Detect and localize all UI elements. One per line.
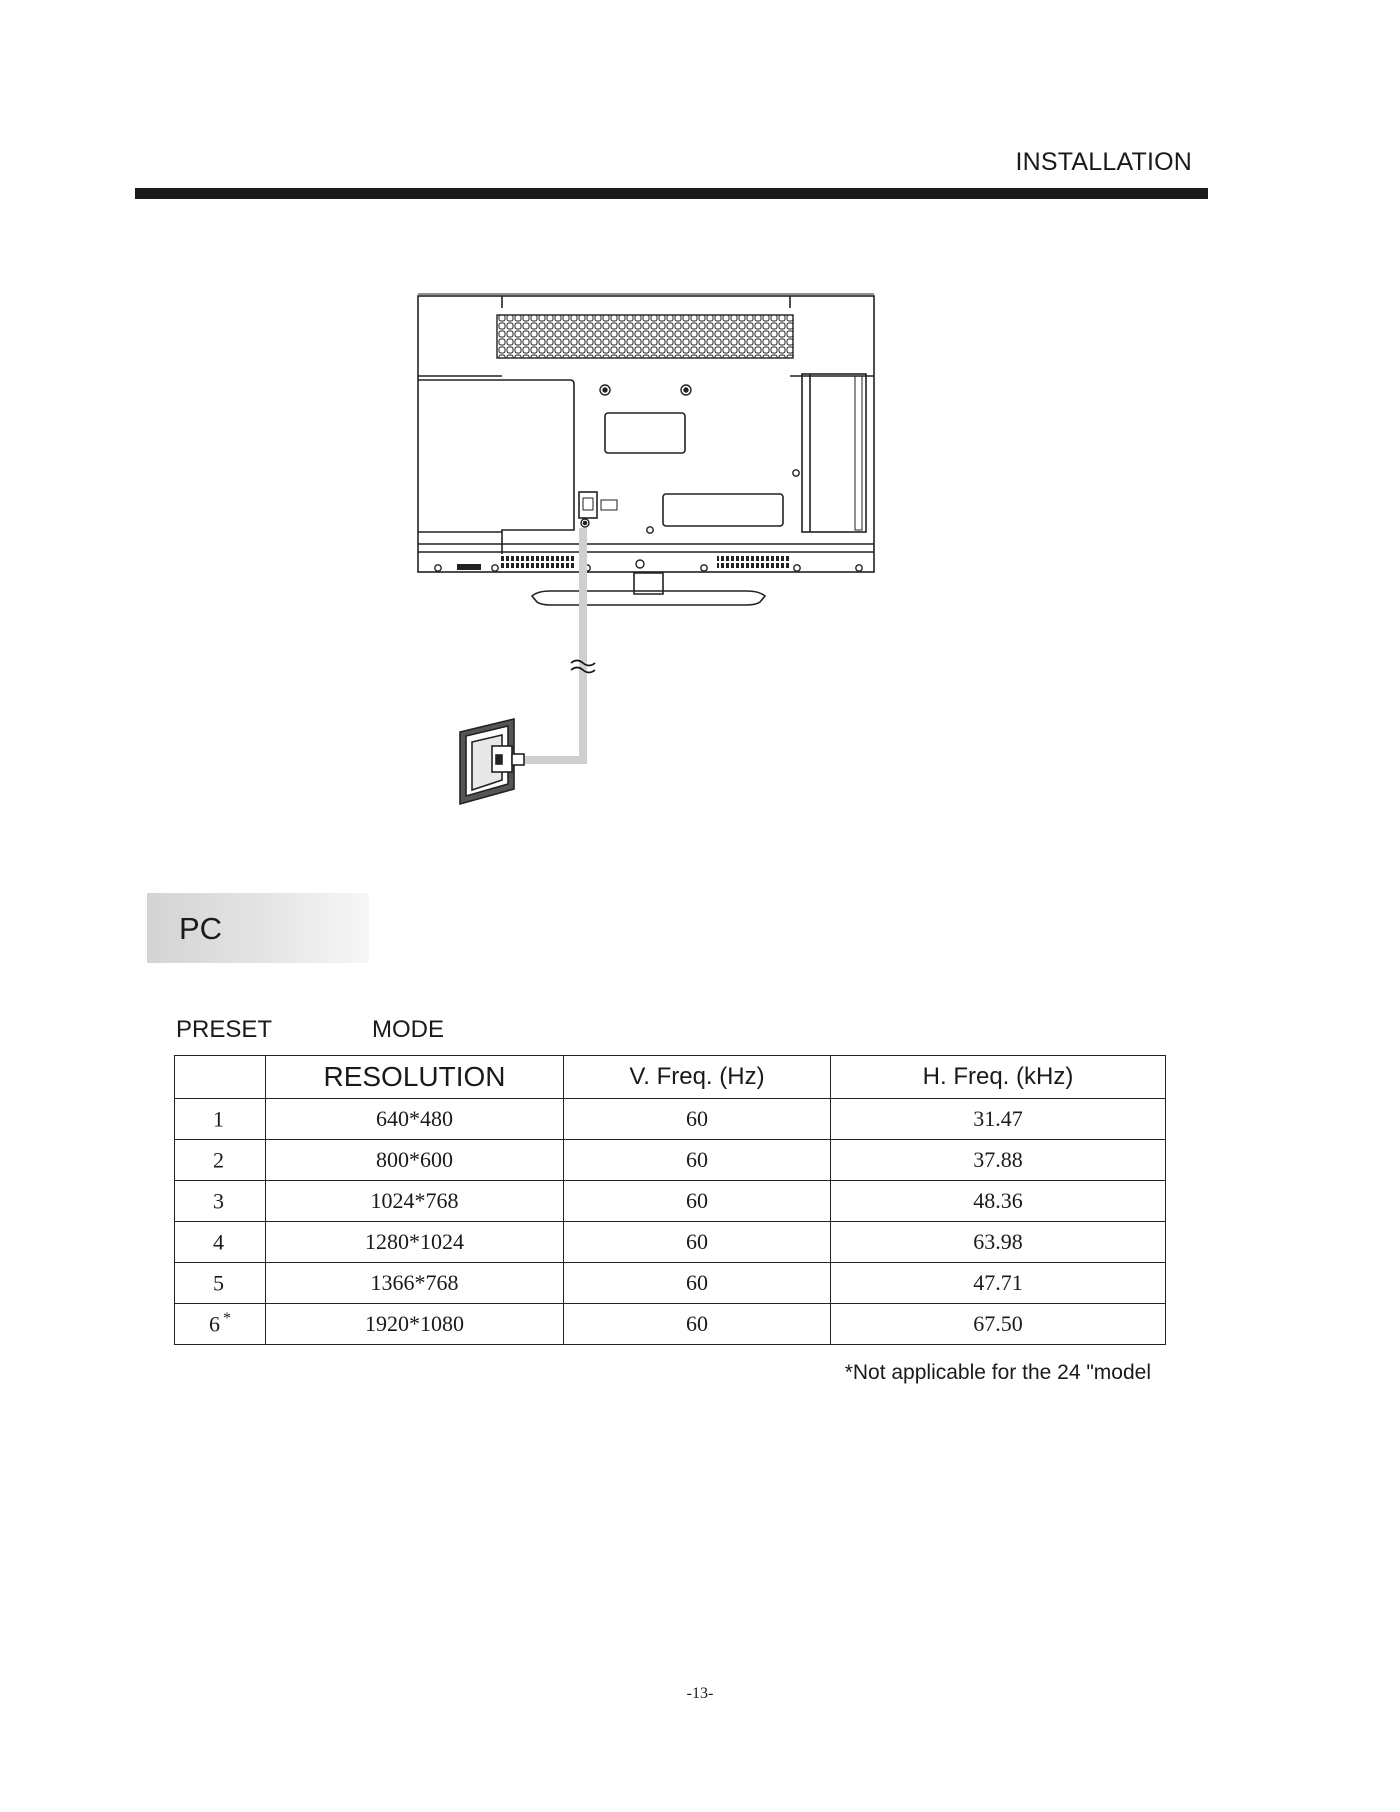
- cell-resolution: 1366*768: [266, 1263, 564, 1304]
- row-number: 2: [175, 1140, 266, 1181]
- cell-vfreq: 60: [564, 1222, 831, 1263]
- tv-power-connection-diagram: [410, 290, 890, 820]
- row-number: 4: [175, 1222, 266, 1263]
- page-number: -13-: [686, 1685, 714, 1702]
- footnote-marker: *: [223, 1310, 231, 1328]
- tv-stand: [532, 573, 765, 605]
- tv-vent-grille: [497, 315, 793, 358]
- table-row: [175, 1099, 1166, 1140]
- column-header-resolution: RESOLUTION: [266, 1056, 564, 1099]
- cell-vfreq: 60: [564, 1099, 831, 1140]
- cell-hfreq: 47.71: [831, 1263, 1166, 1304]
- table-row: [175, 1304, 1166, 1345]
- table-row: [175, 1263, 1166, 1304]
- table-row: [175, 1140, 1166, 1181]
- table-row: [175, 1181, 1166, 1222]
- wall-outlet: [460, 719, 524, 804]
- cell-resolution: 1920*1080: [266, 1304, 564, 1345]
- cell-hfreq: 37.88: [831, 1140, 1166, 1181]
- table-header-row: [175, 1056, 1166, 1099]
- cell-vfreq: 60: [564, 1263, 831, 1304]
- section-header-title: INSTALLATION: [1015, 148, 1192, 176]
- table-row: [175, 1222, 1166, 1263]
- table-footnote: *Not applicable for the 24 "model: [844, 1361, 1151, 1384]
- cell-resolution: 1280*1024: [266, 1222, 564, 1263]
- table-caption-preset: PRESET: [176, 1016, 273, 1043]
- section-tab-label: PC: [179, 911, 223, 946]
- cell-hfreq: 67.50: [831, 1304, 1166, 1345]
- tv-button: [457, 564, 481, 570]
- cell-resolution: 800*600: [266, 1140, 564, 1181]
- cell-hfreq: 48.36: [831, 1181, 1166, 1222]
- cell-resolution: 640*480: [266, 1099, 564, 1140]
- row-number: 5: [175, 1263, 266, 1304]
- cell-vfreq: 60: [564, 1140, 831, 1181]
- row-number: 3: [175, 1181, 266, 1222]
- cell-vfreq: 60: [564, 1304, 831, 1345]
- row-number: 6 *: [175, 1304, 266, 1345]
- cell-hfreq: 31.47: [831, 1099, 1166, 1140]
- column-header-vfreq: V. Freq. (Hz): [564, 1056, 831, 1099]
- column-header-hfreq: H. Freq. (kHz): [831, 1056, 1166, 1099]
- pc-preset-mode-table: [174, 1055, 1166, 1345]
- cell-resolution: 1024*768: [266, 1181, 564, 1222]
- table-caption-mode: MODE: [372, 1016, 444, 1043]
- cell-vfreq: 60: [564, 1181, 831, 1222]
- tv-vent-right: [717, 556, 791, 568]
- cell-hfreq: 63.98: [831, 1222, 1166, 1263]
- header-rule: [135, 188, 1208, 199]
- tv-vent-left: [500, 556, 574, 568]
- row-number: 1: [175, 1099, 266, 1140]
- column-header-number: [175, 1056, 266, 1099]
- section-tab-pc: [147, 893, 369, 963]
